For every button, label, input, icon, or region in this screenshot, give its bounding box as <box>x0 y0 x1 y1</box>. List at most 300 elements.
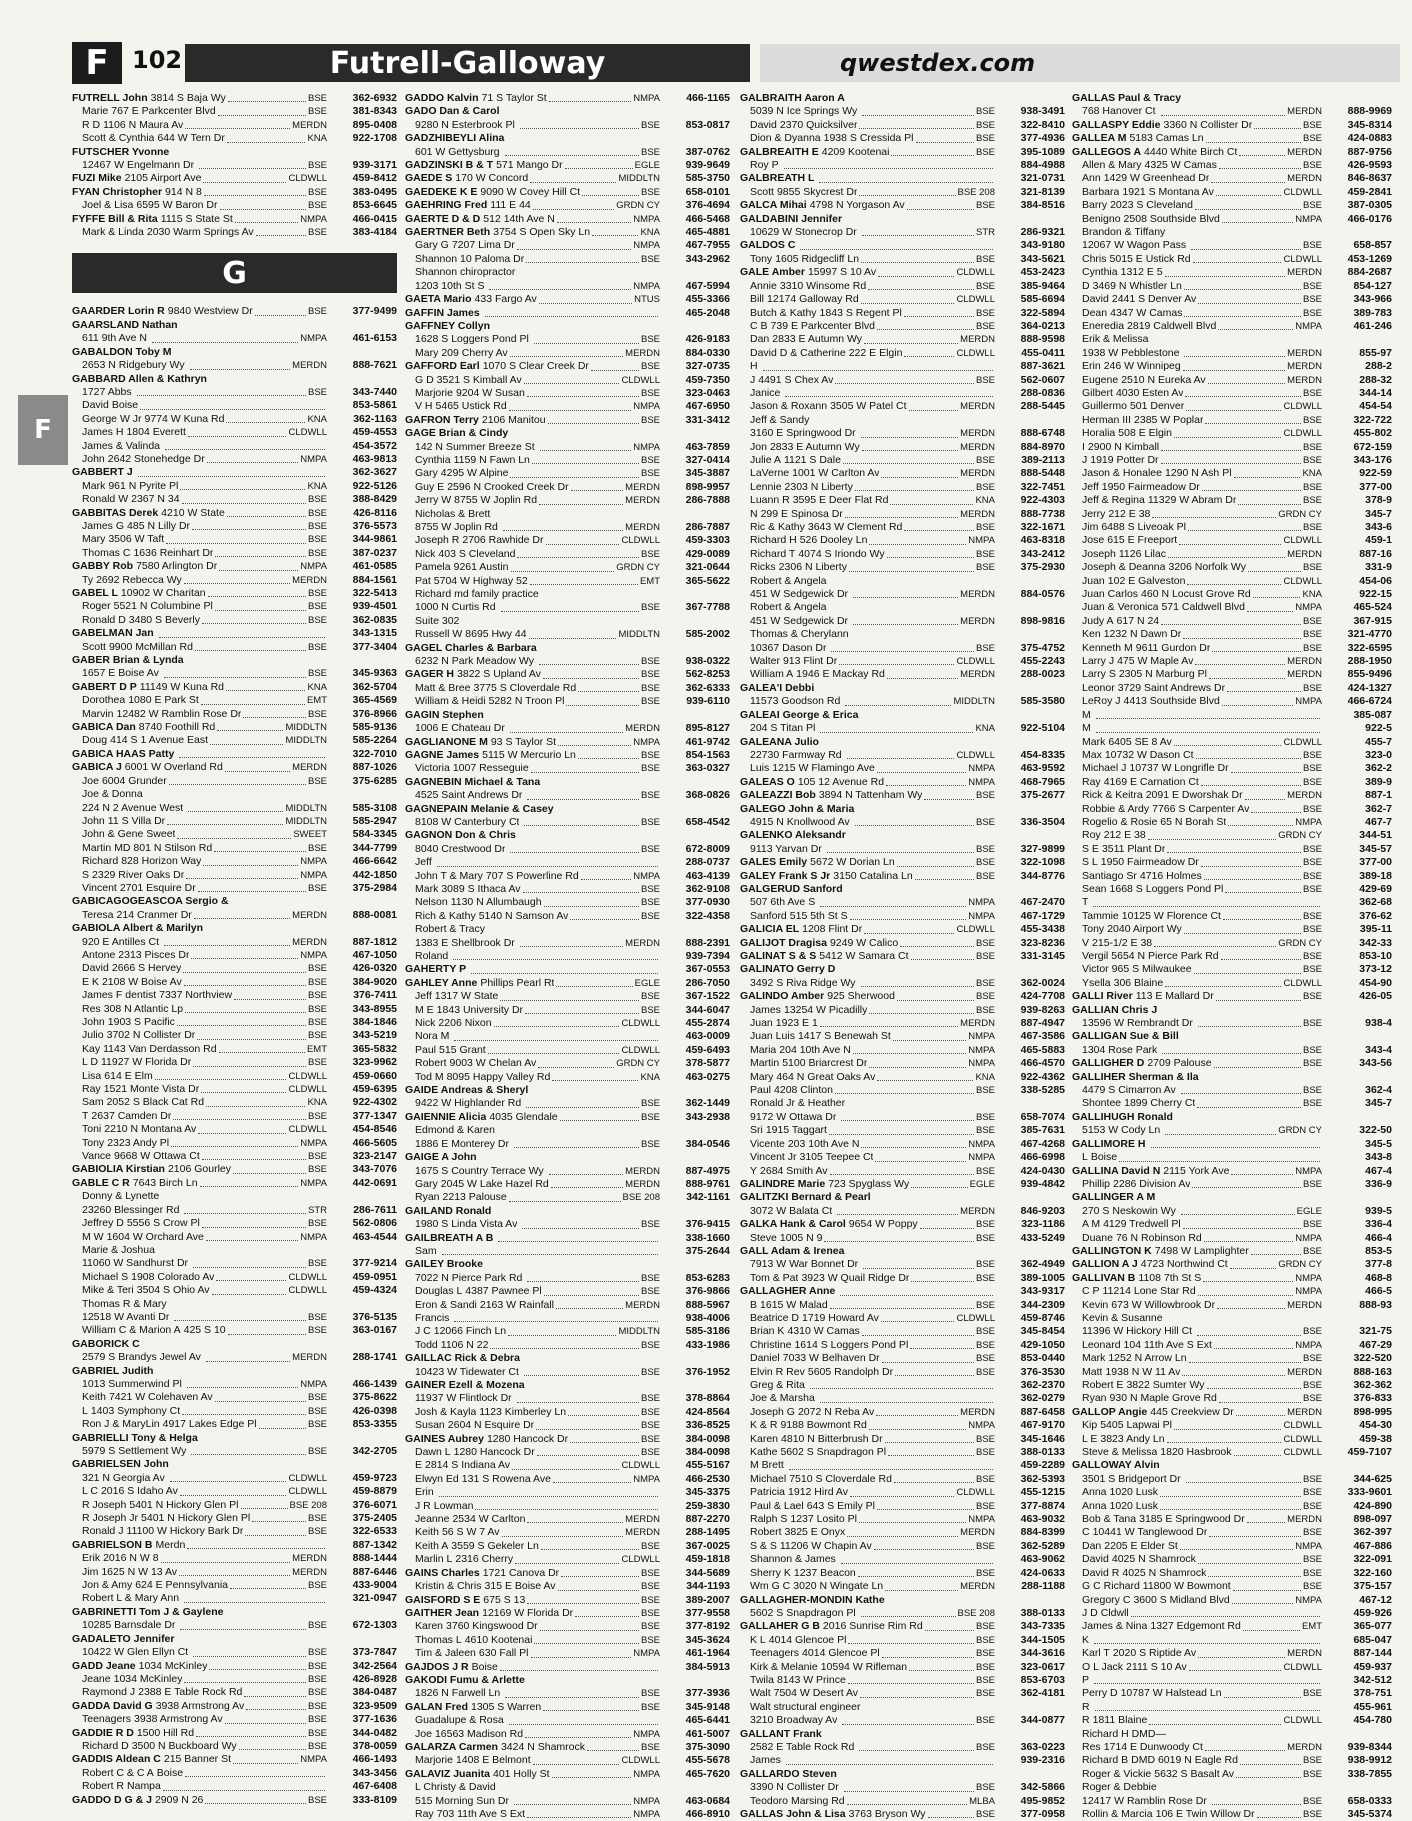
listing-name: 3160 E Springwood Dr <box>750 427 856 440</box>
listing-address: 105 12 Avenue Rd <box>797 775 885 788</box>
leader-dots <box>534 333 639 343</box>
listing-entry <box>740 789 1065 802</box>
listing-entry <box>72 1056 397 1069</box>
listing-city: NMPA <box>633 280 660 292</box>
leader-dots <box>527 789 639 799</box>
listing-entry <box>740 253 1065 266</box>
listing-address <box>857 226 860 239</box>
listing-entry <box>1072 575 1392 588</box>
listing-phone: 286-9321 <box>1020 226 1065 239</box>
leader-dots <box>859 1741 974 1751</box>
listing-entry <box>72 1767 397 1780</box>
listing-entry <box>1072 374 1392 387</box>
listing-city: BSE <box>307 1164 327 1176</box>
listing-city: BSE <box>307 882 327 894</box>
listing-address: 3760 Kingswood Dr <box>446 1620 538 1633</box>
listing-name: Max <box>1082 748 1102 761</box>
listing-name: 4479 S Cimarron Av <box>1082 1084 1176 1097</box>
listing-phone: 288-1950 <box>1347 655 1392 668</box>
listing-phone: 345-57 <box>1359 842 1392 855</box>
listing-name: FYFFE Bill & Rita <box>72 212 158 225</box>
listing-address: 4025 N Shamrock <box>1122 1566 1207 1579</box>
listing-entry <box>405 213 730 226</box>
listing-name: K <box>1082 1633 1090 1646</box>
listing-name: Julie A <box>750 453 781 466</box>
listing-name: 11937 W Flintlock Dr <box>415 1392 512 1405</box>
listing-city: BSE <box>640 843 660 855</box>
leader-dots <box>862 1325 974 1335</box>
listing-city: BSE <box>975 1688 995 1700</box>
listing-phone: 384-9020 <box>352 975 397 988</box>
listing-address: 630 Fall Pl <box>478 1647 529 1660</box>
leader-dots <box>864 923 954 933</box>
listing-name: 204 S Titan Pl <box>750 722 816 735</box>
listing-phone: 345-3887 <box>685 467 730 480</box>
listing-phone: 467-1050 <box>352 948 397 961</box>
listing-name: 451 W Sedgewick Dr <box>750 588 849 601</box>
listing-address: 3089 S Ithaca Av <box>441 882 521 895</box>
listing-phone: 461-6153 <box>352 332 397 345</box>
listing-phone: 938-0322 <box>685 655 730 668</box>
listing-phone: 322-091 <box>1353 1553 1392 1566</box>
listing-address <box>815 722 818 735</box>
listing-name: Mark <box>1082 1352 1106 1365</box>
listing-entry <box>72 1753 397 1766</box>
listing-name: Marjorie <box>415 1754 453 1767</box>
listing-entry <box>72 1083 397 1096</box>
listing-name: GALARZA Carmen <box>405 1740 498 1753</box>
listing-name: 9422 W Highlander Rd <box>415 1097 522 1110</box>
listing-name: Mary <box>415 346 439 359</box>
leader-dots <box>524 1366 639 1376</box>
listing-address: 10732 W Dason Ct <box>1104 748 1194 761</box>
listing-phone: 367-7788 <box>685 601 730 614</box>
listing-phone: 365-5832 <box>352 1042 397 1055</box>
listing-entry <box>1072 803 1392 816</box>
listing-entry <box>740 1044 1065 1057</box>
listing-phone: 467-29 <box>1359 1338 1392 1351</box>
leader-dots <box>169 775 306 785</box>
listing-name: Daniel <box>750 1352 780 1365</box>
listing-name: S <box>82 868 90 881</box>
listing-heading: Thomas & Cherylann <box>750 628 849 641</box>
listing-phone: 463-9062 <box>1020 1553 1065 1566</box>
listing-address <box>856 427 859 440</box>
listing-entry <box>72 332 397 345</box>
listing-entry <box>1072 1674 1392 1687</box>
listing-city: MIDDLTN <box>618 1326 660 1338</box>
listing-phone: 381-8343 <box>352 105 397 118</box>
listing-entry <box>1072 1151 1392 1164</box>
listing-phone: 321-8139 <box>1020 185 1065 198</box>
listing-address: 10594 W Rifleman <box>820 1660 908 1673</box>
listing-address: 2666 S Hervey <box>111 962 182 975</box>
listing-city: MERDN <box>960 1581 995 1593</box>
listing-phone: 344-8776 <box>1020 869 1065 882</box>
listing-heading: GALLINGER A M <box>1072 1191 1156 1204</box>
leader-dots <box>1201 856 1301 866</box>
listing-entry <box>72 815 397 828</box>
listing-phone: 345-9148 <box>685 1700 730 1713</box>
listing-name: Mark & Linda <box>82 226 144 239</box>
listing-phone: 467-1729 <box>1020 909 1065 922</box>
listing-city: BSE <box>1302 991 1322 1003</box>
listing-address: 2508 Southside Blvd <box>1123 212 1220 225</box>
listing-name: GABELMAN Jan <box>72 627 154 640</box>
listing-address: Boise <box>471 1660 498 1673</box>
leader-dots <box>191 1445 306 1455</box>
listing-entry <box>740 1299 1065 1312</box>
listing-name: R Joseph Jr <box>82 1512 139 1525</box>
listing-entry <box>72 92 397 105</box>
listing-phone: 888-0081 <box>352 908 397 921</box>
listing-city: BSE <box>1302 1178 1322 1190</box>
listing-address <box>837 1714 840 1727</box>
listing-name: Robert L & Mary Ann <box>82 1592 180 1605</box>
listing-name: Bill <box>750 293 765 306</box>
site-name: qwestdex.com <box>760 44 1400 82</box>
leader-dots <box>1182 1366 1285 1376</box>
listing-entry <box>1072 588 1392 601</box>
listing-name: J <box>1082 453 1088 466</box>
listing-phone: 367-0553 <box>685 963 730 976</box>
listing-address: 214 Cranmer Dr <box>116 908 192 921</box>
listing-phone: 373-7847 <box>352 1646 397 1659</box>
listing-name: Richard <box>82 855 119 868</box>
listing-city: MERDN <box>292 762 327 774</box>
listing-entry <box>1072 990 1392 1003</box>
listing-entry <box>405 561 730 574</box>
listing-address: 1237 Beacon <box>793 1566 856 1579</box>
listing-address: 2023 S Cleveland <box>1110 199 1193 212</box>
listing-city: BSE <box>975 1125 995 1137</box>
listing-address: 1429 W Greenhead Dr <box>1103 172 1210 185</box>
listing-heading: GABORICK C <box>72 1337 140 1350</box>
listing-phone: 343-2938 <box>685 1110 730 1123</box>
leader-dots <box>861 1607 956 1617</box>
listing-entry <box>72 399 397 412</box>
listing-entry <box>405 1808 730 1821</box>
listing-phone: 459-8412 <box>352 172 397 185</box>
listing-name: Bob & Tana <box>1082 1513 1137 1526</box>
listing-name: Jeff & Regina <box>1082 494 1145 507</box>
leader-dots <box>904 347 954 357</box>
listing-address: 913 Flint Dr <box>782 655 838 668</box>
listing-phone: 467-6950 <box>685 400 730 413</box>
leader-dots <box>895 1366 974 1376</box>
page-number: 102 <box>132 46 183 74</box>
listing-name: 12518 W Avanti Dr <box>82 1310 170 1323</box>
leader-dots <box>517 1392 639 1402</box>
listing-name: 3501 S Bridgeport Dr <box>1082 1472 1181 1485</box>
listing-city: BSE <box>307 1660 327 1672</box>
listing-city: CLDWLL <box>288 1285 327 1297</box>
listing-phone: 342-512 <box>1353 1673 1392 1686</box>
listing-phone: 331-3412 <box>685 413 730 426</box>
listing-city: CLDWLL <box>621 1554 660 1566</box>
listing-phone: 884-0576 <box>1020 588 1065 601</box>
listing-city: BSE <box>975 522 995 533</box>
listing-address: 475 W Maple Av <box>1117 655 1194 668</box>
listing-heading: GABICAGOGEASCOA Sergio & <box>72 895 229 908</box>
listing-phone: 922-4362 <box>1020 1070 1065 1083</box>
listing-city: NMPA <box>300 869 327 881</box>
listing-entry <box>405 146 730 159</box>
leader-dots <box>502 1526 624 1536</box>
listing-city: MERDN <box>1287 1741 1322 1753</box>
leader-dots <box>199 159 306 169</box>
listing-phone: 685-047 <box>1353 1633 1392 1646</box>
listing-entry <box>1072 159 1392 172</box>
leader-dots <box>904 521 974 531</box>
listing-phone: 362-1449 <box>685 1097 730 1110</box>
listing-entry <box>405 172 730 185</box>
leader-dots <box>526 1097 639 1107</box>
leader-dots <box>503 521 623 531</box>
listing-name: Joe & Marsha <box>750 1392 815 1405</box>
listing-city: MERDN <box>625 481 660 493</box>
listing-phone: 344-7799 <box>352 841 397 854</box>
listing-phone: 322-6533 <box>352 1525 397 1538</box>
listing-address <box>815 1392 818 1405</box>
listing-heading: Edmond & Karen <box>415 1124 495 1137</box>
listing-address: 617 N 24 <box>1116 614 1160 627</box>
listing-address: 961 N Pyrite Pl <box>108 479 179 492</box>
leader-dots <box>1161 615 1301 625</box>
leader-dots <box>819 172 993 182</box>
leader-dots <box>1167 843 1301 853</box>
listing-name: GAISFORD S E <box>405 1593 481 1606</box>
listing-address: 212 E 38 <box>1103 829 1146 842</box>
listing-phone: 345-7 <box>1365 507 1392 520</box>
leader-dots <box>843 454 974 464</box>
listing-city: CLDWLL <box>956 347 995 359</box>
listing-name: Jeff <box>415 856 432 869</box>
listing-name: Vincent Jr <box>750 1151 797 1164</box>
listing-name: C <box>1082 1526 1090 1539</box>
listing-name: GALE Amber <box>740 266 805 279</box>
listing-entry <box>72 614 397 627</box>
leader-dots <box>1195 655 1285 665</box>
listing-name: Ysella <box>1082 976 1111 989</box>
listing-entry <box>740 1808 1065 1821</box>
listing-phone: 345-3624 <box>685 1633 730 1646</box>
leader-dots <box>525 1004 639 1014</box>
listing-heading: GALEAI George & Erica <box>740 708 859 721</box>
listing-city: BSE <box>1302 441 1322 453</box>
listing-address: 2111 S 10 Av <box>1126 1660 1187 1673</box>
leader-dots <box>920 1218 974 1228</box>
listing-city: MIDDLTN <box>285 735 327 747</box>
listing-phone: 344-625 <box>1353 1472 1392 1485</box>
listing-city: MERDN <box>1287 146 1322 158</box>
listing-address: 1001 W Carlton Av <box>792 467 880 480</box>
listing-city: CLDWLL <box>1283 977 1322 989</box>
leader-dots <box>566 695 639 705</box>
leader-dots <box>785 387 993 397</box>
leader-dots <box>1222 213 1293 223</box>
listing-city: CLDWLL <box>288 1486 327 1498</box>
listing-phone: 585-9136 <box>352 721 397 734</box>
listing-phone: 922-5104 <box>1020 722 1065 735</box>
listing-entry <box>1072 1741 1392 1754</box>
listing-address <box>839 1781 842 1794</box>
listing-name: Kirk & Melanie <box>750 1660 818 1673</box>
listing-address: 3469 N Whistler Ln <box>1092 279 1182 292</box>
listing-address: MD 801 N Stilson Rd <box>114 841 213 854</box>
listing-name: GALIJOT Dragisa <box>740 936 827 949</box>
leader-dots <box>527 387 639 397</box>
leader-dots <box>517 548 639 558</box>
listing-phone: 362-0835 <box>352 613 397 626</box>
listing-phone: 321-0731 <box>1020 172 1065 185</box>
listing-city: BSE <box>1302 1380 1322 1391</box>
leader-dots <box>256 226 306 236</box>
listing-name: Roy <box>1082 829 1101 842</box>
listing-entry <box>405 387 730 400</box>
listing-address: 106 E Twin Willow Dr <box>1155 1808 1255 1820</box>
listing-address: 2106 Gourley <box>167 1163 231 1176</box>
listing-city: BSE <box>307 1218 327 1230</box>
listing-name: A M <box>1082 1218 1101 1231</box>
listing-entry <box>405 1728 730 1741</box>
listing-name: L E <box>1082 1432 1098 1445</box>
listing-name: FYAN Christopher <box>72 185 163 198</box>
listing-city: BSE <box>1302 682 1322 694</box>
listing-address: dentist 7337 Northview <box>125 989 233 1002</box>
listing-city: STR <box>308 1204 327 1216</box>
listing-name: Scott <box>82 640 106 653</box>
leader-dots <box>206 1351 290 1361</box>
listing-phone: 362-397 <box>1353 1526 1392 1539</box>
listing-phone: 853-6645 <box>352 199 397 212</box>
listing-phone: 378-9 <box>1365 494 1392 507</box>
listing-heading: Donny & Lynette <box>82 1190 160 1203</box>
listing-heading: Erik & Melissa <box>1082 333 1149 346</box>
listing-heading: GALL Adam & Irenea <box>740 1244 845 1257</box>
listing-entry <box>1072 534 1392 547</box>
leader-dots <box>161 1552 291 1562</box>
listing-entry <box>405 186 730 199</box>
listing-city: NMPA <box>300 213 327 225</box>
listing-phone: 377-1347 <box>352 1109 397 1122</box>
listing-name: Rogelio & Rosie <box>1082 815 1158 828</box>
listing-entry <box>740 1540 1065 1553</box>
listing-entry <box>1072 950 1392 963</box>
listing-entry <box>740 508 1065 521</box>
listing-name: 11396 W Hickory Hill Ct <box>1082 1325 1193 1338</box>
listing-phone: 363-0223 <box>1020 1740 1065 1753</box>
listing-address: 204 10th Ave N <box>779 1043 851 1056</box>
listing-address: 3480 S Beverly <box>128 613 200 626</box>
listing-name: Jon <box>750 440 767 453</box>
listing-phone: 466-6724 <box>1347 695 1392 708</box>
listing-address <box>188 1646 191 1659</box>
listing-phone: 387-0762 <box>685 145 730 158</box>
listing-name: Y <box>750 1164 758 1177</box>
listing-address <box>535 441 538 454</box>
listing-phone: 459-2841 <box>1347 185 1392 198</box>
listing-city: CLDWLL <box>1283 535 1322 547</box>
leader-dots <box>842 1714 974 1724</box>
listing-city: BSE <box>640 334 660 346</box>
listing-name: Matt & Bree <box>415 681 471 694</box>
listing-address: 515 Grant <box>439 1043 486 1056</box>
listing-phone: 376-9866 <box>685 1285 730 1298</box>
listing-name: Chris <box>1082 252 1107 265</box>
listing-city: BSE <box>975 1259 995 1271</box>
listing-entry <box>740 1165 1065 1178</box>
listing-address <box>836 1111 839 1124</box>
listing-phone: 375-157 <box>1353 1580 1392 1593</box>
listing-phone: 585-6694 <box>1020 293 1065 306</box>
listing-phone: 463-4544 <box>352 1230 397 1243</box>
listing-city: BSE <box>1302 1353 1322 1365</box>
listing-name: 10422 W Glen Ellyn Ct <box>82 1646 189 1659</box>
listing-phone: 888-5967 <box>685 1298 730 1311</box>
leader-dots <box>1231 762 1301 772</box>
listing-entry <box>405 1004 730 1017</box>
listing-entry <box>405 253 730 266</box>
listing-phone: 433-1986 <box>685 1338 730 1351</box>
listing-city: CLDWLL <box>621 374 660 386</box>
leader-dots <box>1189 1352 1301 1362</box>
listing-address: 3729 Saint Andrews Dr <box>1117 681 1226 694</box>
leader-dots <box>515 1553 619 1563</box>
leader-dots <box>897 990 974 1000</box>
listing-city: KNA <box>1302 589 1322 601</box>
listing-name: Elvin R Rev <box>750 1365 805 1378</box>
listing-entry <box>740 1325 1065 1338</box>
listing-entry <box>405 1567 730 1580</box>
leader-dots <box>911 1178 967 1188</box>
listing-phone: 888-9761 <box>685 1177 730 1190</box>
listing-address: 2385 W Poplar <box>1134 413 1204 426</box>
leader-dots <box>536 1419 639 1429</box>
listing-entry <box>405 1661 730 1674</box>
listing-phone: 939-8344 <box>1347 1740 1392 1753</box>
listing-name: Luann R <box>750 494 790 507</box>
leader-dots <box>140 399 325 409</box>
listing-phone: 384-8516 <box>1020 199 1065 212</box>
listing-name: Shontee <box>1082 1097 1122 1110</box>
leader-dots <box>839 655 954 665</box>
listing-name: GABLE C R <box>72 1176 130 1189</box>
listing-name: Mark <box>1082 735 1106 748</box>
listing-entry <box>740 856 1065 869</box>
listing-phone: 466-2530 <box>685 1472 730 1485</box>
listing-entry <box>1072 1567 1392 1580</box>
listing-entry <box>72 775 397 788</box>
listing-name: Sherry K <box>750 1566 791 1579</box>
listing-city: NMPA <box>633 441 660 453</box>
listing-entry <box>405 896 730 909</box>
listing-address <box>1176 1084 1179 1097</box>
listing-entry <box>1072 1339 1392 1352</box>
listing-phone: 888-9598 <box>1020 333 1065 346</box>
leader-dots <box>182 493 306 503</box>
listing-address: 508 E Elgin <box>1118 427 1172 440</box>
listing-phone: 888-5448 <box>1020 467 1065 480</box>
leader-dots <box>165 440 325 450</box>
listing-entry <box>72 1003 397 1016</box>
listing-entry <box>405 870 730 883</box>
listing-city: BSE <box>307 1003 327 1015</box>
leader-dots <box>212 1284 287 1294</box>
listing-name: GALDOS C <box>740 239 796 252</box>
listing-name: D <box>1082 279 1090 292</box>
listing-name: GAGER H <box>405 668 455 681</box>
